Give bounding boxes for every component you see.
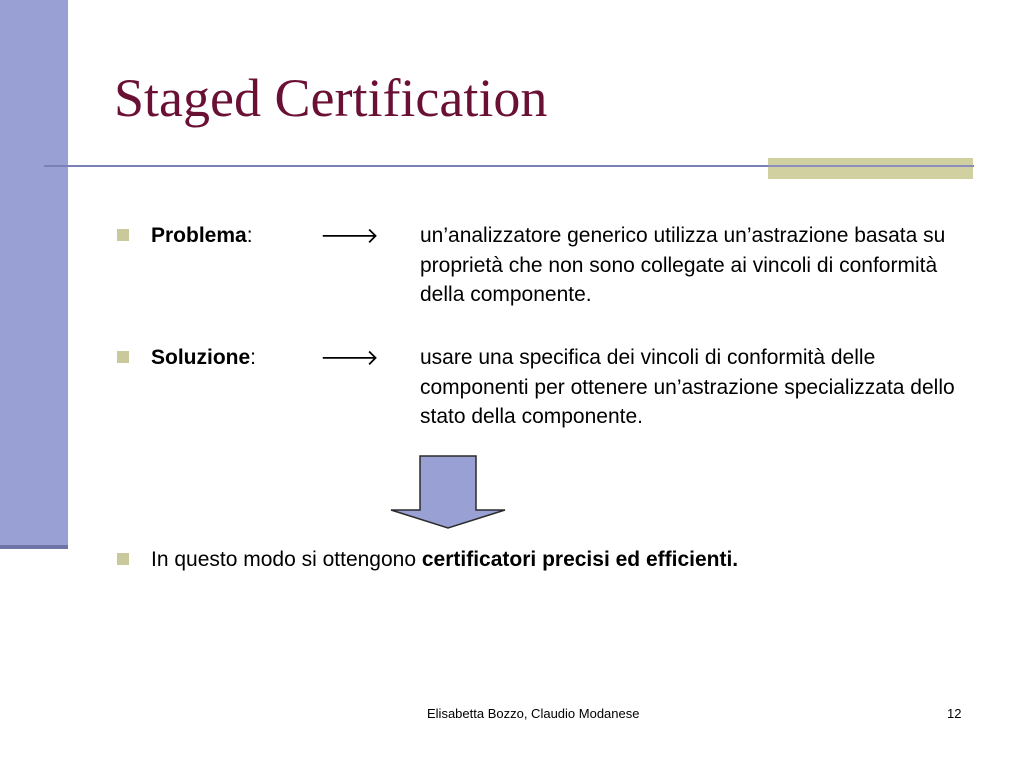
conclusion-prefix: In questo modo si ottengono (151, 548, 422, 571)
problem-label (151, 221, 253, 250)
problem-label-text: Problema (151, 224, 247, 247)
accent-bar (768, 158, 973, 179)
right-arrow-icon: 🡒 (320, 345, 379, 370)
solution-colon: : (250, 346, 257, 369)
left-bar-shadow (0, 545, 68, 549)
footer-authors: Elisabetta Bozzo, Claudio Modanese (427, 706, 640, 721)
solution-label (151, 343, 256, 372)
bullet-icon (117, 351, 129, 363)
bullet-icon (117, 229, 129, 241)
page-number: 12 (947, 706, 962, 721)
problem-description: un’analizzatore generico utilizza un’astrazione basata su proprietà che non sono collegate ai vincoli di conformità della componente. (420, 224, 946, 306)
problem-colon: : (246, 224, 253, 247)
left-decorative-bar (0, 0, 68, 545)
conclusion-line (151, 545, 738, 574)
bullet-icon (117, 553, 129, 565)
conclusion-emphasis: certificatori precisi ed efficienti. (421, 548, 739, 571)
slide-title: Staged Certification (114, 68, 548, 128)
right-arrow-icon: 🡒 (320, 223, 379, 248)
down-arrow-icon (388, 455, 508, 530)
solution-description: usare una specifica dei vincoli di conformità delle componenti per ottenere un’astrazione specializzata dello stato della componente. (420, 346, 955, 428)
solution-label-text: Soluzione (151, 346, 251, 369)
